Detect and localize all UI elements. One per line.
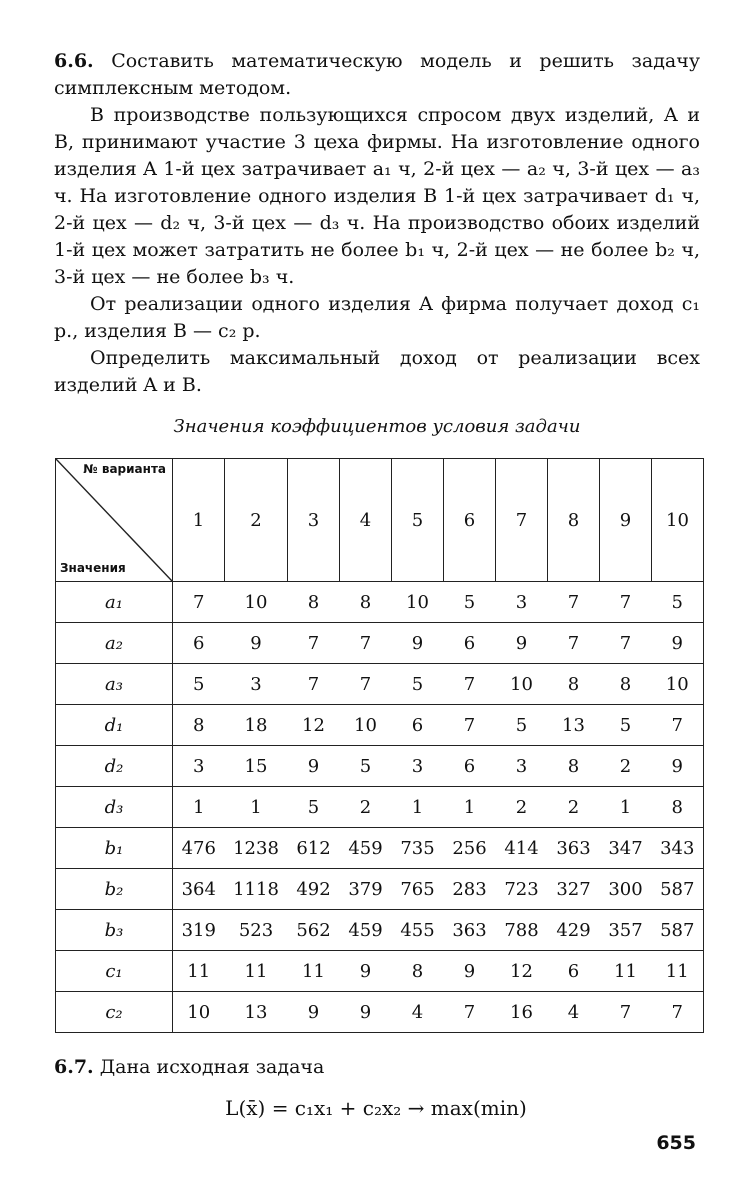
table-row (56, 828, 704, 869)
problem-paragraph-2: От реализации одного изделия A фирма получает доход c₁ р., изделия B — c₂ р. (54, 293, 700, 342)
table-cell: 7 (652, 992, 704, 1033)
table-cell: 4 (392, 992, 444, 1033)
table-cell: 9 (392, 623, 444, 664)
table-cell: 2 (496, 787, 548, 828)
table-cell: 1 (173, 787, 225, 828)
row-label: b₁ (56, 828, 173, 869)
table-cell: 9 (340, 951, 392, 992)
table-cell: 379 (340, 869, 392, 910)
table-cell: 8 (652, 787, 704, 828)
table-cell: 357 (600, 910, 652, 951)
table-cell: 3 (173, 746, 225, 787)
row-label: d₁ (56, 705, 173, 746)
table-cell: 5 (496, 705, 548, 746)
variant-header-cell: 1 (173, 459, 225, 582)
table-cell: 9 (496, 623, 548, 664)
table-cell: 3 (496, 582, 548, 623)
table-cell: 8 (288, 582, 340, 623)
problem-6-7-heading (54, 1056, 324, 1078)
table-cell: 5 (600, 705, 652, 746)
table-cell: 8 (548, 664, 600, 705)
table-row (56, 623, 704, 664)
table-cell: 5 (340, 746, 392, 787)
table-cell: 9 (225, 623, 288, 664)
table-cell: 300 (600, 869, 652, 910)
variant-header-cell: 3 (288, 459, 340, 582)
table-cell: 562 (288, 910, 340, 951)
table-cell: 319 (173, 910, 225, 951)
table-cell: 7 (173, 582, 225, 623)
table-cell: 6 (173, 623, 225, 664)
corner-variant-label: № варианта (83, 462, 166, 476)
table-cell: 2 (548, 787, 600, 828)
table-cell: 6 (548, 951, 600, 992)
table-cell: 1 (392, 787, 444, 828)
variant-header-cell: 6 (444, 459, 496, 582)
objective-formula: L(x̄) = c₁x₁ + c₂x₂ → max(min) (225, 1096, 527, 1120)
table-cell: 10 (392, 582, 444, 623)
table-cell: 3 (225, 664, 288, 705)
table-cell: 4 (548, 992, 600, 1033)
row-label: c₁ (56, 951, 173, 992)
table-cell: 9 (652, 623, 704, 664)
table-cell: 429 (548, 910, 600, 951)
table-cell: 2 (340, 787, 392, 828)
table-cell: 343 (652, 828, 704, 869)
table-cell: 9 (288, 746, 340, 787)
table-cell: 587 (652, 910, 704, 951)
table-cell: 735 (392, 828, 444, 869)
table-cell: 1238 (225, 828, 288, 869)
table-cell: 7 (340, 664, 392, 705)
problem-paragraph-1: В производстве пользующихся спросом двух изделий, A и B, принимают участие 3 цеха фирмы. На изготовление одного изделия A 1-й цех затрачивает a₁ ч, 2-й цех — a₂ ч, 3-й цех — a₃ ч. На изготовление одного изделия B 1-й цех затрачивает d₁ ч, 2-й цех — d₂ ч, 3-й цех — d₃ ч. На производство обоих изделий 1-й цех может затратить не более b₁ ч, 2-й цех — не более b₂ ч, 3-й цех — не более b₃ ч. (54, 104, 701, 288)
variant-header-cell: 10 (652, 459, 704, 582)
table-cell: 11 (225, 951, 288, 992)
table-cell: 1118 (225, 869, 288, 910)
table-cell: 16 (496, 992, 548, 1033)
table-cell: 7 (548, 582, 600, 623)
table-corner-cell (56, 459, 173, 582)
variant-header-cell: 5 (392, 459, 444, 582)
table-row (56, 992, 704, 1033)
table-row (56, 869, 704, 910)
row-label: d₂ (56, 746, 173, 787)
table-cell: 347 (600, 828, 652, 869)
table-header-row (56, 459, 704, 582)
problem-paragraph-3: Определить максимальный доход от реализации всех изделий A и B. (54, 347, 700, 396)
table-cell: 8 (548, 746, 600, 787)
table-cell: 9 (652, 746, 704, 787)
table-cell: 13 (548, 705, 600, 746)
table-cell: 2 (600, 746, 652, 787)
table-cell: 3 (392, 746, 444, 787)
table-cell: 256 (444, 828, 496, 869)
corner-values-label: Значения (60, 561, 126, 575)
row-label: b₂ (56, 869, 173, 910)
table-cell: 1 (444, 787, 496, 828)
coefficients-table (55, 458, 704, 1033)
table-cell: 363 (444, 910, 496, 951)
table-cell: 9 (444, 951, 496, 992)
table-cell: 723 (496, 869, 548, 910)
table-cell: 12 (288, 705, 340, 746)
table-cell: 7 (548, 623, 600, 664)
table-cell: 5 (444, 582, 496, 623)
problem-number: 6.7. (54, 1056, 94, 1078)
table-cell: 18 (225, 705, 288, 746)
table-cell: 7 (444, 664, 496, 705)
table-cell: 459 (340, 828, 392, 869)
page-number: 655 (656, 1132, 696, 1154)
table-cell: 10 (340, 705, 392, 746)
table-cell: 7 (288, 664, 340, 705)
table-cell: 459 (340, 910, 392, 951)
table-cell: 6 (392, 705, 444, 746)
table-cell: 476 (173, 828, 225, 869)
table-cell: 9 (340, 992, 392, 1033)
table-cell: 327 (548, 869, 600, 910)
table-cell: 11 (173, 951, 225, 992)
table-cell: 11 (600, 951, 652, 992)
table-cell: 587 (652, 869, 704, 910)
table-cell: 363 (548, 828, 600, 869)
row-label: a₂ (56, 623, 173, 664)
intro-text: Составить математическую модель и решить задачу симплексным методом. (54, 50, 700, 99)
row-label: b₃ (56, 910, 173, 951)
table-cell: 7 (288, 623, 340, 664)
row-label: a₃ (56, 664, 173, 705)
table-cell: 5 (288, 787, 340, 828)
table-cell: 13 (225, 992, 288, 1033)
table-caption: Значения коэффициентов условия задачи (173, 416, 581, 437)
table-cell: 612 (288, 828, 340, 869)
table-cell: 7 (444, 705, 496, 746)
table-cell: 7 (600, 582, 652, 623)
problem-6-6-intro (54, 48, 700, 102)
table-cell: 5 (173, 664, 225, 705)
table-cell: 8 (600, 664, 652, 705)
table-cell: 12 (496, 951, 548, 992)
problem-number: 6.6. (54, 50, 94, 72)
table-cell: 765 (392, 869, 444, 910)
variant-header-cell: 9 (600, 459, 652, 582)
table-cell: 492 (288, 869, 340, 910)
table-cell: 10 (173, 992, 225, 1033)
table-cell: 788 (496, 910, 548, 951)
table-cell: 6 (444, 623, 496, 664)
table-cell: 5 (392, 664, 444, 705)
table-cell: 364 (173, 869, 225, 910)
table-cell: 8 (173, 705, 225, 746)
table-cell: 3 (496, 746, 548, 787)
table-cell: 6 (444, 746, 496, 787)
variant-header-cell: 2 (225, 459, 288, 582)
table-row (56, 664, 704, 705)
table-row (56, 582, 704, 623)
table-cell: 10 (496, 664, 548, 705)
variant-header-cell: 4 (340, 459, 392, 582)
table-cell: 7 (444, 992, 496, 1033)
row-label: a₁ (56, 582, 173, 623)
table-cell: 455 (392, 910, 444, 951)
table-cell: 5 (652, 582, 704, 623)
table-cell: 7 (600, 623, 652, 664)
variant-header-cell: 8 (548, 459, 600, 582)
problem-6-7-text: Дана исходная задача (99, 1056, 325, 1078)
table-row (56, 910, 704, 951)
table-cell: 15 (225, 746, 288, 787)
table-cell: 7 (600, 992, 652, 1033)
table-cell: 1 (600, 787, 652, 828)
table-row (56, 787, 704, 828)
table-row (56, 746, 704, 787)
table-cell: 7 (340, 623, 392, 664)
table-cell: 8 (392, 951, 444, 992)
row-label: d₃ (56, 787, 173, 828)
row-label: c₂ (56, 992, 173, 1033)
table-row (56, 705, 704, 746)
table-cell: 11 (288, 951, 340, 992)
variant-header-cell: 7 (496, 459, 548, 582)
table-row (56, 951, 704, 992)
table-cell: 7 (652, 705, 704, 746)
table-cell: 414 (496, 828, 548, 869)
table-cell: 9 (288, 992, 340, 1033)
table-cell: 8 (340, 582, 392, 623)
table-cell: 1 (225, 787, 288, 828)
table-cell: 10 (225, 582, 288, 623)
table-cell: 283 (444, 869, 496, 910)
table-cell: 10 (652, 664, 704, 705)
table-cell: 523 (225, 910, 288, 951)
table-cell: 11 (652, 951, 704, 992)
